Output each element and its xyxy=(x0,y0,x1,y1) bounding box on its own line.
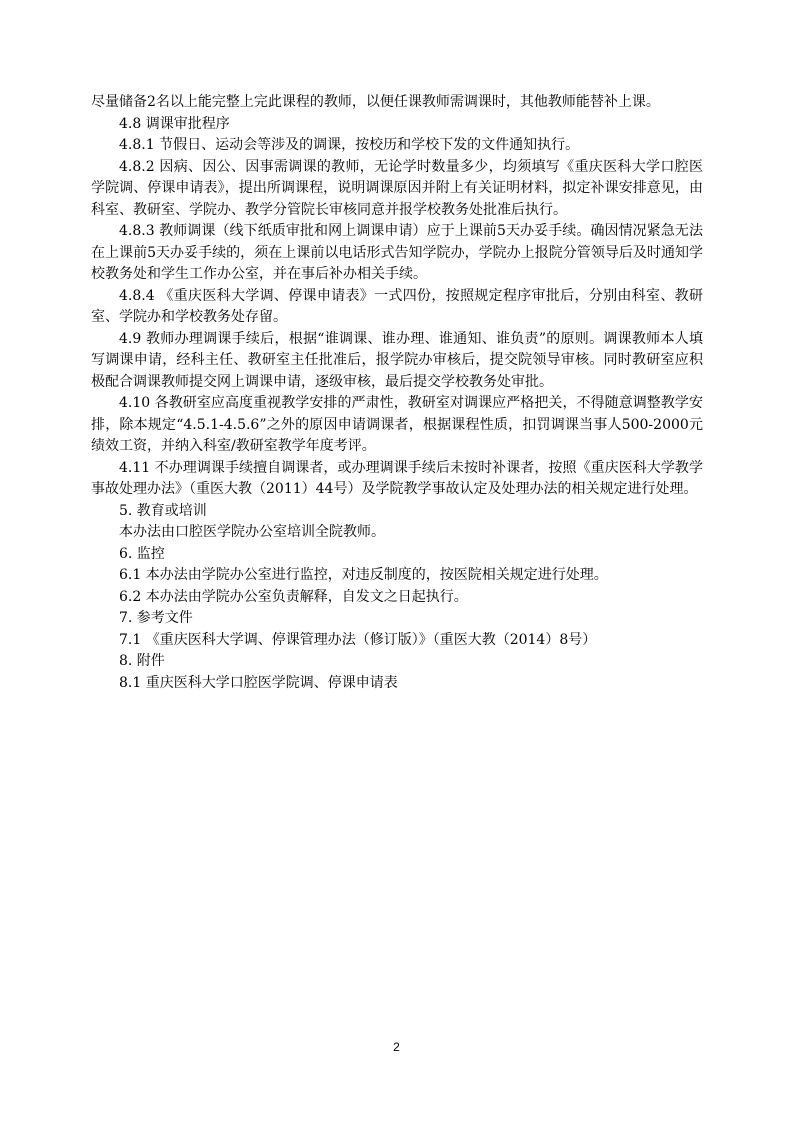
heading-8: 8. 附件 xyxy=(119,653,165,669)
clause-8-1: 8.1 重庆医科大学口腔医学院调、停课申请表 xyxy=(119,674,398,691)
section-5-text: 本办法由口腔医学院办公室培训全院教师。 xyxy=(119,524,385,540)
clause-6-2: 6.2 本办法由学院办公室负责解释，自发文之日起执行。 xyxy=(119,588,468,605)
heading-5: 5. 教育或培训 xyxy=(119,502,207,519)
clause-4-11: 4.11 不办理调课手续擅自调课者，或办理调课手续后未按时补课者，按照《重庆医科大学教学事故处理办法》（重医大教（2011）44号）及学院教学事故认定及处理办法的相关规定进行处理。 xyxy=(91,459,703,497)
paragraph-continuation: 尽量储备2名以上能完整上完此课程的教师，以便任课教师需调课时，其他教师能替补上课。 xyxy=(91,94,660,110)
clause-6-1: 6.1 本办法由学院办公室进行监控，对违反制度的，按医院相关规定进行处理。 xyxy=(119,567,608,583)
page-number: 2 xyxy=(393,1040,400,1054)
clause-4-8-1: 4.8.1 节假日、运动会等涉及的调课，按校历和学校下发的文件通知执行。 xyxy=(119,137,580,153)
clause-4-8-3: 4.8.3 教师调课（线下纸质审批和网上调课申请）应于上课前5天办妥手续。确因情况紧急无法在上课前5天办妥手续的，须在上课前以电话形式告知学院办，学院办上报院分管领导后及时通知学校教务处和学生工作办公室，并在事后补办相关手续。 xyxy=(91,223,703,282)
document-body xyxy=(91,92,703,694)
heading-6: 6. 监控 xyxy=(119,545,165,562)
heading-4-8: 4.8 调课审批程序 xyxy=(119,115,230,132)
clause-4-10: 4.10 各教研室应高度重视教学安排的严肃性，教研室对调课应严格把关，不得随意调整教学安排，除本规定“4.5.1-4.5.6”之外的原因申请调课者，根据课程性质，扣罚调课当事人500-2000元绩效工资，并纳入科室/教研室教学年度考评。 xyxy=(91,395,703,454)
clause-7-1: 7.1 《重庆医科大学调、停课管理办法（修订版）》（重医大教（2014）8号） xyxy=(119,631,597,648)
clause-4-9: 4.9 教师办理调课手续后，根据“谁调课、谁办理、谁通知、谁负责”的原则。调课教师本人填写调课申请，经科主任、教研室主任批准后，报学院办审核后，提交院领导审核。同时教研室应积极配合调课教师提交网上调课申请，逐级审核，最后提交学校教务处审批。 xyxy=(91,330,703,390)
clause-4-8-4: 4.8.4 《重庆医科大学调、停课申请表》一式四份，按照规定程序审批后，分别由科室、教研室、学院办和学校教务处存留。 xyxy=(91,287,703,325)
heading-7: 7. 参考文件 xyxy=(119,610,193,626)
clause-4-8-2: 4.8.2 因病、因公、因事需调课的教师，无论学时数量多少，均须填写《重庆医科大学口腔医学院调、停课申请表》，提出所调课程，说明调课原因并附上有关证明材料，拟定补课安排意见，由科室、教研室、学院办、教学分管院长审核同意并报学校教务处批准后执行。 xyxy=(91,158,703,218)
